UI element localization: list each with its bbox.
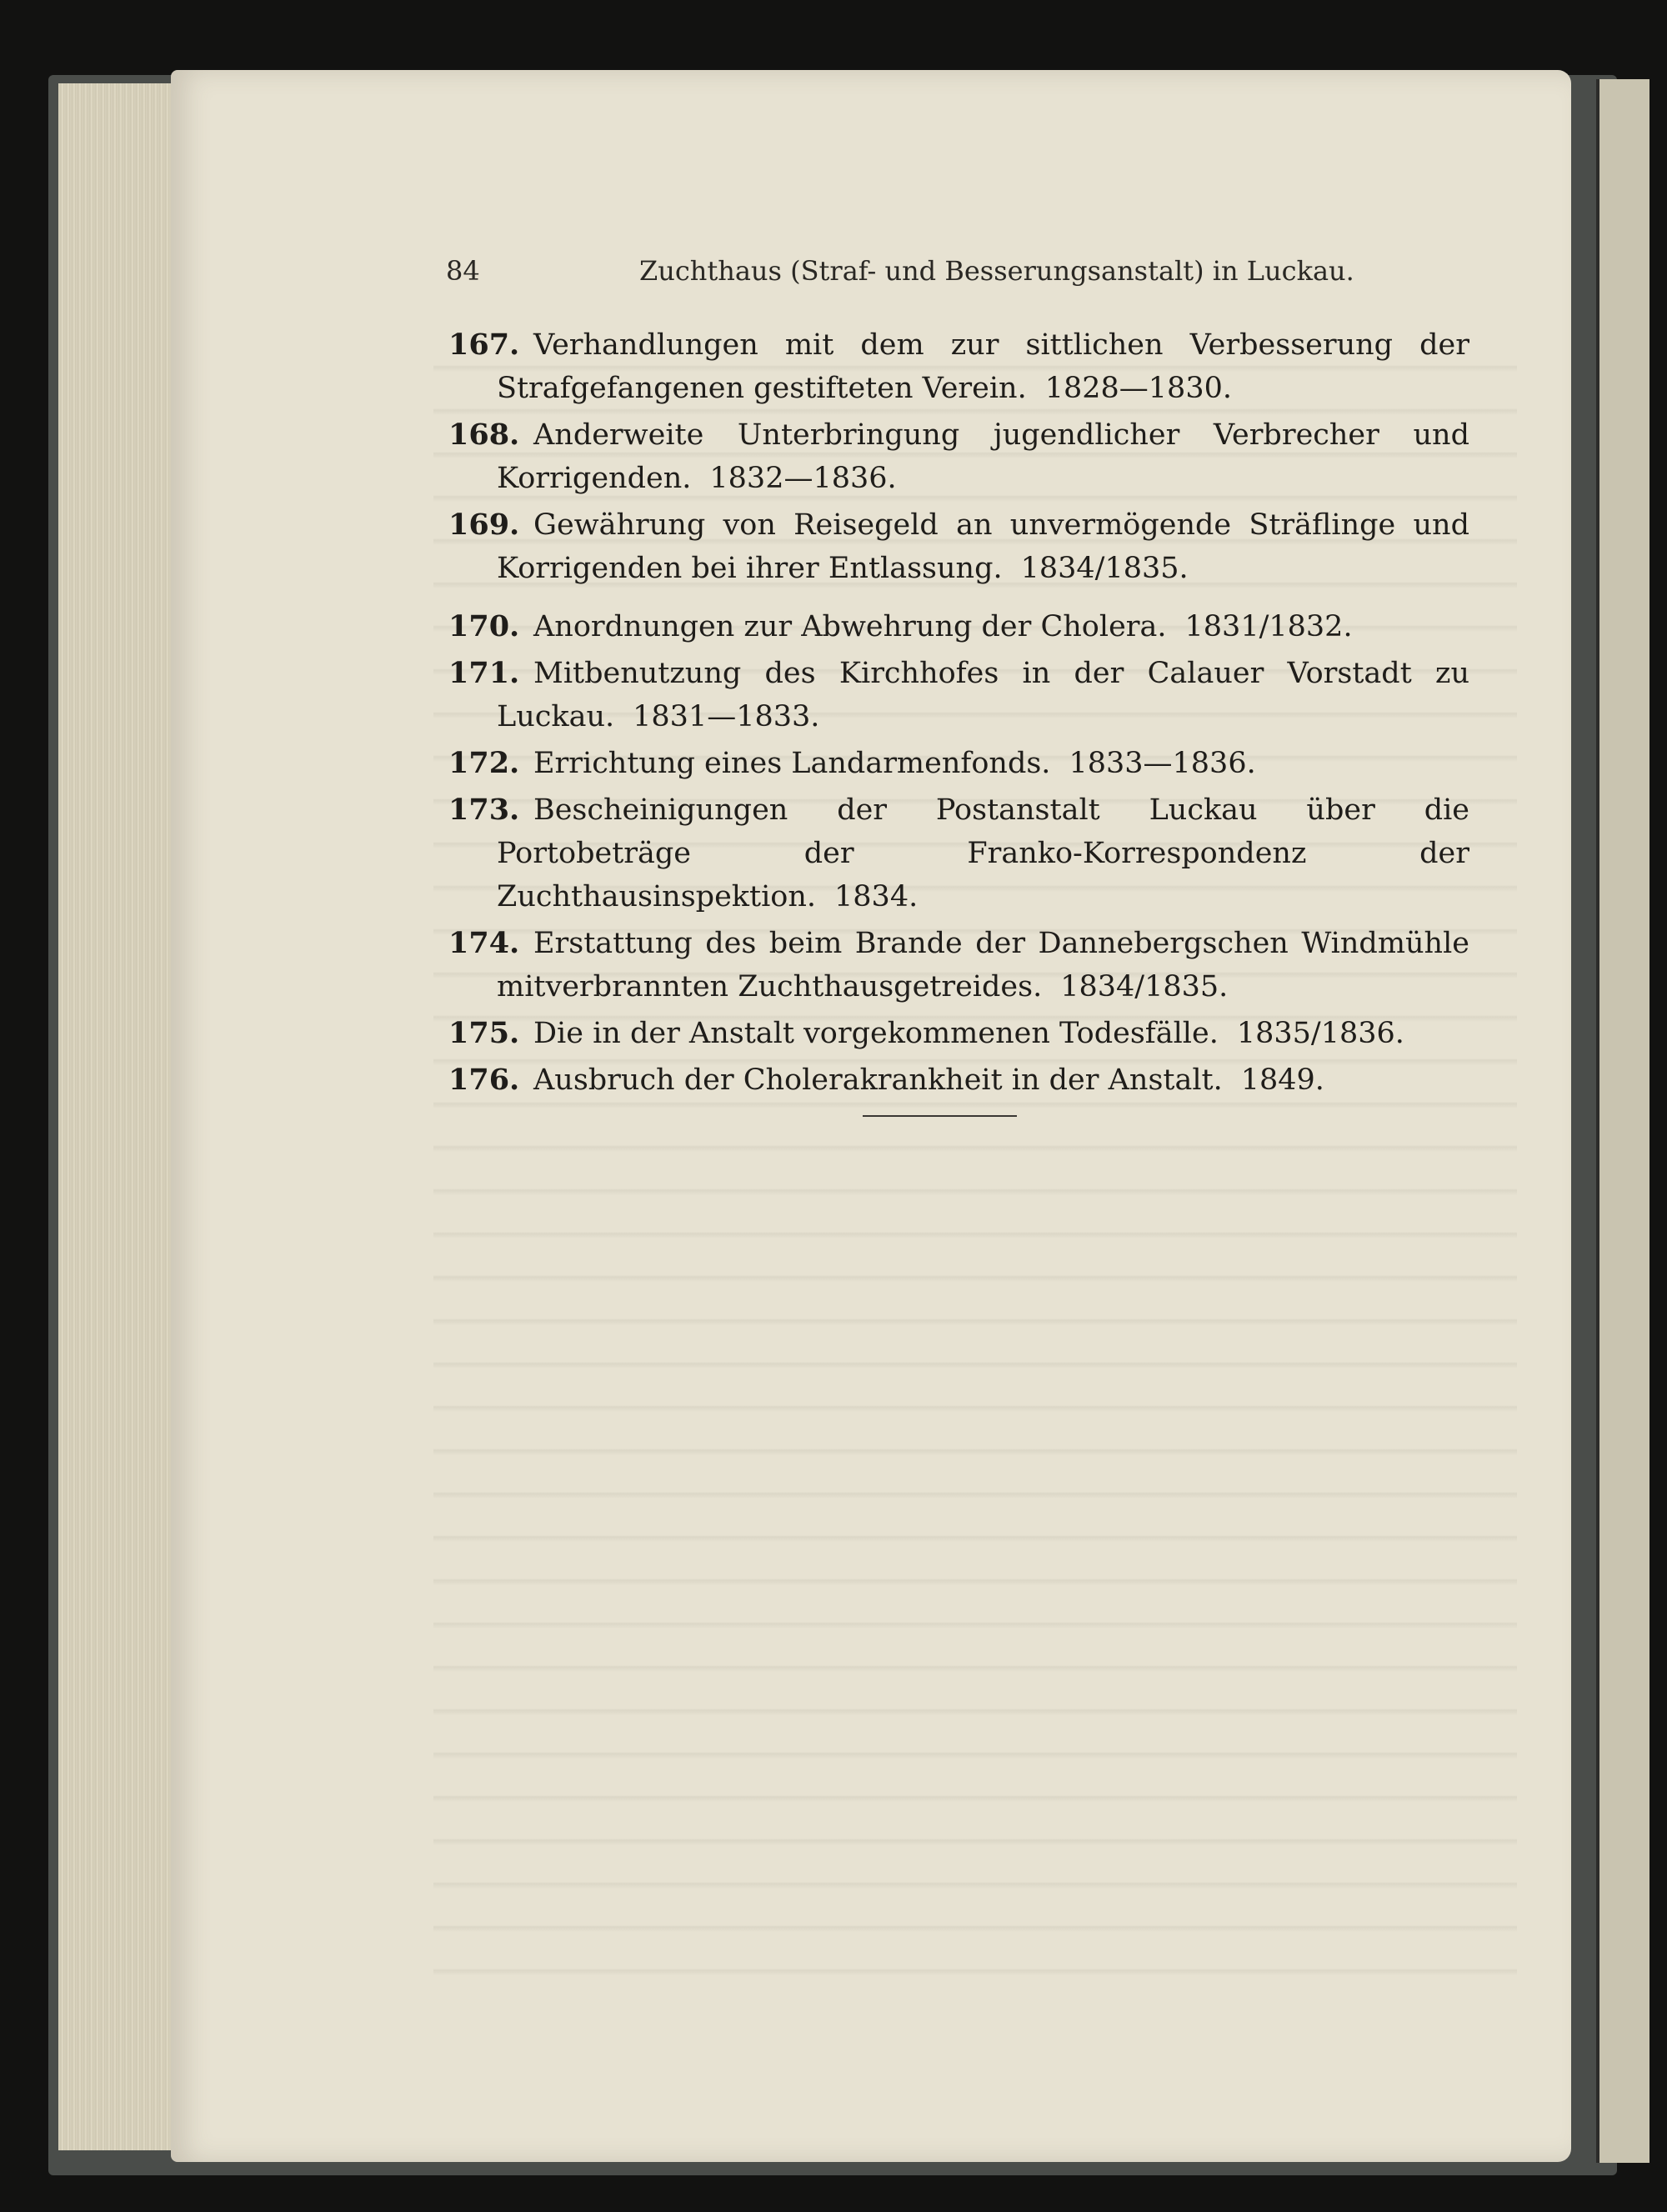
entry-list bbox=[448, 323, 1469, 1105]
entry-text: Anordnungen zur Abwehrung der Cholera. bbox=[533, 610, 1167, 643]
entry-number: 175. bbox=[448, 1016, 520, 1050]
list-item bbox=[448, 922, 1469, 1008]
entry-text: Gewährung von Reisegeld an unvermögende Sträflinge und Korrigenden bei ihrer Entlassung. bbox=[497, 508, 1469, 585]
entry-date: 1849. bbox=[1240, 1063, 1324, 1097]
entry-text: Die in der Anstalt vorgekommenen Todesfälle. bbox=[533, 1017, 1219, 1050]
facing-page-edge bbox=[1596, 79, 1649, 2163]
entry-text: Mitbenutzung des Kirchhofes in der Calauer Vorstadt zu Luckau. bbox=[497, 657, 1469, 733]
entry-date: 1828—1830. bbox=[1044, 372, 1232, 405]
entry-text: Erstattung des beim Brande der Dannebergschen Windmühle mitverbrannten Zuchthausgetreides. bbox=[497, 927, 1469, 1003]
section-divider bbox=[863, 1115, 1017, 1117]
page-number: 84 bbox=[446, 255, 480, 287]
entry-date: 1831/1832. bbox=[1184, 610, 1353, 643]
list-item bbox=[448, 1012, 1469, 1055]
list-item bbox=[448, 503, 1469, 590]
entry-date: 1835/1836. bbox=[1236, 1017, 1404, 1050]
entry-number: 173. bbox=[448, 793, 520, 827]
entry-number: 172. bbox=[448, 746, 520, 780]
entry-number: 174. bbox=[448, 926, 520, 960]
entry-text: Ausbruch der Cholerakrankheit in der Anstalt. bbox=[533, 1063, 1223, 1097]
entry-date: 1833—1836. bbox=[1069, 747, 1256, 780]
entry-date: 1834/1835. bbox=[1020, 552, 1189, 585]
list-item bbox=[448, 652, 1469, 738]
running-title: Zuchthaus (Straf- und Besserungsanstalt) in Luckau. bbox=[639, 255, 1354, 287]
page-header bbox=[446, 255, 1354, 295]
entry-number: 170. bbox=[448, 609, 520, 643]
list-item bbox=[448, 788, 1469, 918]
entry-text: Anderweite Unterbringung jugendlicher Verbrecher und Korrigenden. bbox=[497, 418, 1469, 495]
entry-date: 1831—1833. bbox=[633, 700, 820, 733]
list-item bbox=[448, 605, 1469, 648]
entry-date: 1832—1836. bbox=[709, 462, 897, 495]
list-item bbox=[448, 1058, 1469, 1102]
list-item bbox=[448, 742, 1469, 785]
entry-text: Bescheinigungen der Postanstalt Luckau über die Portobeträge der Franko-Korrespondenz der Zuchthausinspektion. bbox=[497, 793, 1469, 913]
entry-number: 176. bbox=[448, 1063, 520, 1097]
entry-text: Verhandlungen mit dem zur sittlichen Verbesserung der Strafgefangenen gestifteten Verein. bbox=[497, 328, 1469, 405]
list-item bbox=[448, 323, 1469, 410]
entry-date: 1834. bbox=[834, 880, 919, 913]
entry-number: 169. bbox=[448, 508, 520, 542]
entry-number: 168. bbox=[448, 418, 520, 452]
entry-date: 1834/1835. bbox=[1060, 970, 1229, 1003]
entry-text: Errichtung eines Landarmenfonds. bbox=[533, 747, 1051, 780]
entry-number: 167. bbox=[448, 328, 520, 362]
list-item bbox=[448, 413, 1469, 500]
entry-number: 171. bbox=[448, 656, 520, 690]
